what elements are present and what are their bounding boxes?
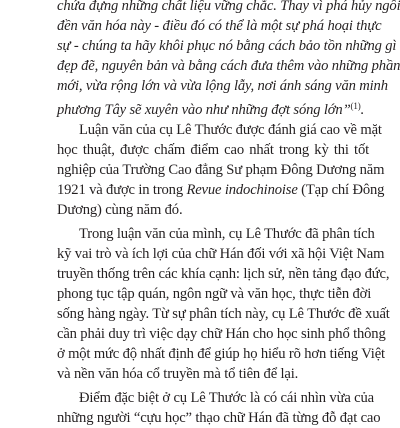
paragraph-line: ở một mức độ nhất định để giúp họ hiểu rõ hơn tiếng Việt <box>57 346 385 362</box>
paragraph-line: nghiệp của Trường Cao đẳng Sư phạm Đông Dương năm <box>57 162 385 178</box>
text-run: (Tạp chí Đông <box>297 182 385 198</box>
footnote-marker: (1) <box>350 101 361 111</box>
paragraph-line: Trong luận văn của mình, cụ Lê Thước đã phân tích <box>79 226 375 242</box>
quote-last-line <box>57 96 364 116</box>
paragraph-line: phong tục tập quán, ngôn ngữ và văn học, thực tiễn đời <box>57 286 372 302</box>
quote-line: đẹp đẽ, nguyên bản và bằng cách đưa thêm vào những phần <box>57 58 400 74</box>
quote-end-punct: . <box>360 102 365 118</box>
paragraph-line: và nền văn hóa cổ truyền mà tổ tiên để lại. <box>57 366 299 382</box>
paragraph-line: cần phải duy trì việc dạy chữ Hán cho học sinh phổ thông <box>57 326 386 342</box>
paragraph-line: những người “cựu học” thạo chữ Hán đã từng đỗ đạt cao <box>57 410 381 426</box>
quote-line: mới, vừa rộng lớn và vừa lộng lẫy, nơi ánh sáng văn minh <box>57 78 388 94</box>
quote-line: chứa đựng những chất liệu vững chắc. Thay vì phá hủy ngôi <box>57 0 400 14</box>
closing-quote-mark: ” <box>342 102 351 118</box>
quote-text: phương Tây sẽ xuyên vào như những đợt sóng lớn <box>57 102 343 118</box>
paragraph-line: Dương) cùng năm đó. <box>57 202 183 218</box>
journal-title: Revue indochinoise <box>186 182 298 198</box>
paragraph-line: Điểm đặc biệt ở cụ Lê Thước là có cái nhìn vừa của <box>79 390 374 406</box>
paragraph-line: truyền thống trên các khía cạnh: lịch sử, nền tảng đạo đức, <box>57 266 390 282</box>
quote-line: sự - chúng ta hãy khôi phục nó bằng cách bảo tồn những gì <box>57 38 397 54</box>
paragraph-line: Luận văn của cụ Lê Thước được đánh giá cao về mặt <box>79 122 382 138</box>
quote-line: đền văn hóa này - điều đó có thể là một sự phá hoại thực <box>57 18 382 34</box>
paragraph-line: sống hàng ngày. Từ sự phân tích này, cụ Lê Thước đề xuất <box>57 306 390 322</box>
paragraph-line: học thuật, được chấm điểm cao nhất trong kỳ thi tốt <box>57 142 369 158</box>
paragraph-line: kỹ vai trò và ích lợi của chữ Hán đối với xã hội Việt Nam <box>57 246 385 262</box>
paragraph-line <box>57 180 385 200</box>
text-run: 1921 và được in trong <box>57 182 187 198</box>
